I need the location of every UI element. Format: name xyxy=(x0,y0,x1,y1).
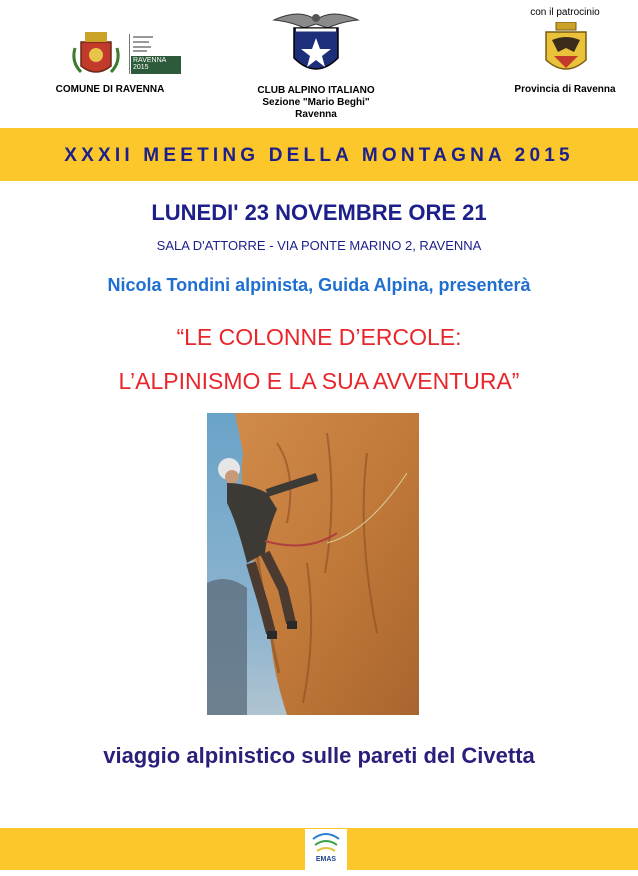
provincia-logo xyxy=(544,22,588,78)
eagle-star-icon xyxy=(270,6,362,81)
event-venue: SALA D'ATTORRE - VIA PONTE MARINO 2, RAVENNA xyxy=(156,238,482,253)
comune-crest-icon xyxy=(71,28,191,80)
event-title-line1: “LE COLONNE D’ERCOLE: xyxy=(176,324,462,350)
patronage-label: con il patrocinio xyxy=(530,7,600,18)
climber-on-rock-image xyxy=(207,413,419,715)
comune-caption: COMUNE DI RAVENNA xyxy=(55,84,165,95)
cai-title: CLUB ALPINO ITALIANO xyxy=(257,85,375,96)
cai-logo xyxy=(270,6,362,81)
emas-label: EMAS xyxy=(315,856,337,863)
climber-photo xyxy=(207,413,419,715)
cai-section: Sezione "Mario Beghi" xyxy=(262,97,370,108)
provincia-caption: Provincia di Ravenna xyxy=(514,84,616,95)
cai-city: Ravenna xyxy=(295,109,337,120)
comune-logo xyxy=(71,28,191,80)
event-date: LUNEDI' 23 NOVEMBRE ORE 21 xyxy=(151,200,487,225)
event-subtitle: viaggio alpinistico sulle pareti del Civetta xyxy=(103,743,535,768)
banner-title: XXXII MEETING DELLA MONTAGNA 2015 xyxy=(64,145,574,166)
comune-emblem-label: RAVENNA 2015 xyxy=(133,57,167,71)
event-title-line2: L’ALPINISMO E LA SUA AVVENTURA” xyxy=(118,368,520,394)
emas-badge xyxy=(305,829,347,871)
event-presenter: Nicola Tondini alpinista, Guida Alpina, presenterà xyxy=(107,275,531,295)
emas-logo-icon xyxy=(305,829,347,871)
provincia-crest-icon xyxy=(544,22,588,78)
